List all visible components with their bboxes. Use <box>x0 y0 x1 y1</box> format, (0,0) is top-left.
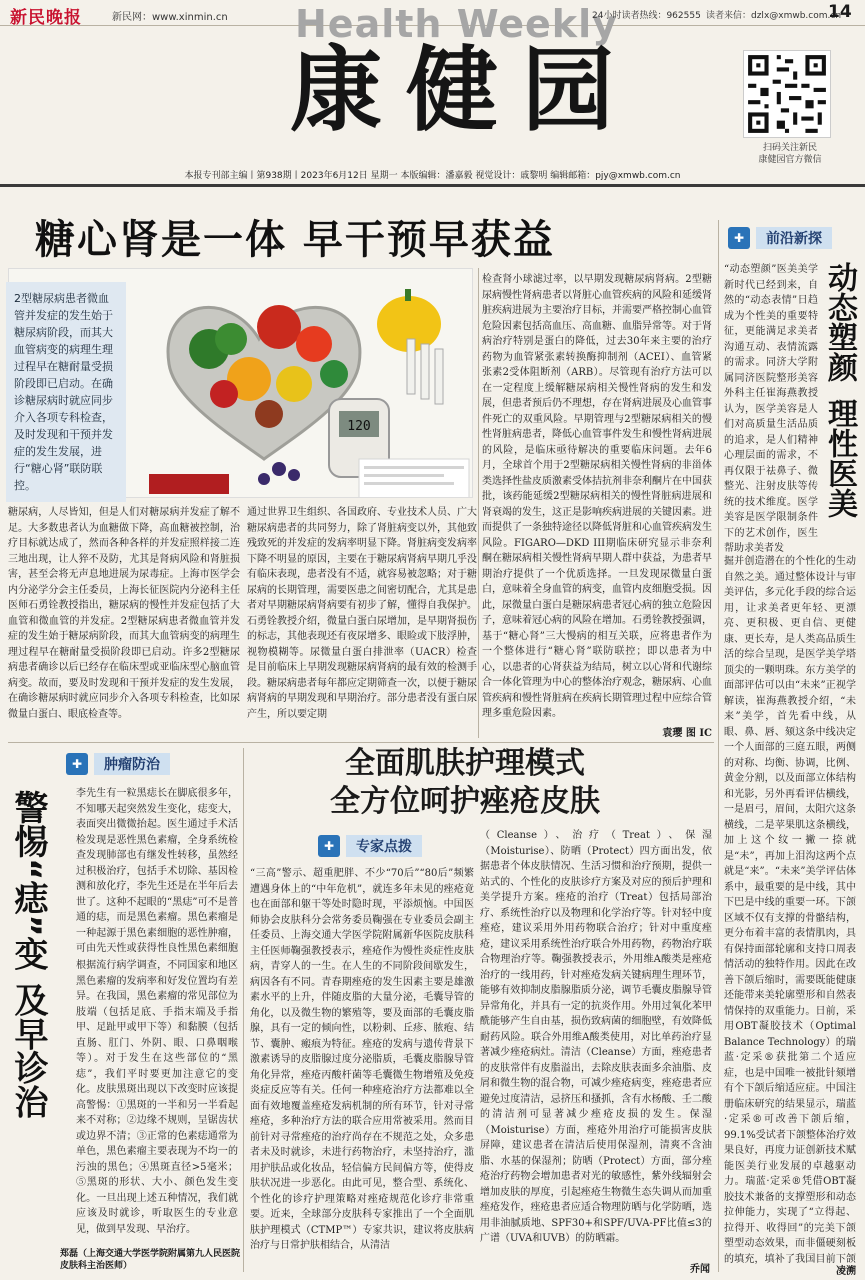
article1-column-2: 通过世界卫生组织、各国政府、专业技术人员、广大糖尿病患者的共同努力，除了肾脏病变以外，其他致残致死的并发症的发病率明显下降。肾脏病变发病率下降不明显的原因，主要在于糖尿病肾病早期几乎没有临床表现，患者没有不适，就容易被忽略；对于糖尿病的长期管理，需要医患之间密切配合，尤其是患者对早期糖尿病肾病要有初步了解，懂得自我保护。石勇铨教授介绍，微量白蛋白尿增加，是早期肾损伤的标志，其他表现还有夜尿增多、眼睑或下肢浮肿，视物模糊等。尿微量白蛋白排泄率（UACR）检查是目前临床上早期发现糖尿病肾病的最有效的检测手段。糖尿病患者每年都应定期筛查一次，以便于糖尿病肾病的早期发现和早期治疗。部分患者没有蛋白尿产生，所以要定期 <box>247 507 477 720</box>
article2-column-top: “动态塑颜”医美美学新时代已经到来，自然的“动态表情”日趋成为个性美的重要特征，更能满足求美者沟通互动、表情流露的需求。同济大学附属同济医院整形美容外科主任崔海燕教授认为，医学美容是人们对高质量生活品质的追求，是人们精神心理层面的需求，不再仅限于祛鼻子、微整光、注射皮肤等传统的技术维度。医学美容是医学限制条件下的艺术创作，医生帮助求美者发 <box>724 264 818 554</box>
article1-author: 袁璎 图 IC <box>662 728 712 739</box>
article1-column-3: 检查肾小球滤过率，以早期发现糖尿病肾病。2型糖尿病慢性肾病患者以肾脏心血管疾病的风险和延缓肾脏疾病进展为主要治疗目标，并需要严格控制心血管危险因素包括高血压、高血糖、血脂异常等。对于肾病治疗特别是蛋白的降低，过去30年来主要的治疗药物为血管紧张素转换酶抑制剂（ACEI）、血管紧张素2受体阻断剂（ARB）。尽管现有治疗方法可以在一定程度上缓解糖尿病相关慢性肾病的发生和发展，但患者预后仍不理想，存在肾病进展及心血管事件死亡的双重风险。早期管理与2型糖尿病相关的慢性肾脏病患者，降低心血管事件发生和慢性肾病进展的风险，是临床亟待解决的重要临床问题。去年6月，全球首个用于2型糖尿病相关慢性肾病的非甾体类选择性盐皮质激素受体拮抗剂非奈利酮片在中国获批，该药能延缓2型糖尿病相关的慢性肾脏病进展和肾衰竭的发生，这正是影响疾病进展的关键因素。进而提供了一条独特途径以降低肾脏和心血管疾病发生风险。FIGARO—DKD III期临床研究显示非奈利酮在糖尿病相关慢性肾病早期人群中获益，为患者早期治疗提供了一个优质选择。一旦发现尿微量白蛋白，意味着全身血管的病变，血管内皮细胞受损。因此，尿微量白蛋白是糖尿病患者冠心病的独立危险因子，意味着冠心病的风险在增加。石勇铨教授强调，基于“糖心肾”三大慢病的相互关联，应将患者作为一个整体进行“糖心肾”联防联控；即以患者为中心，以患者的心肾获益为结局，树立以心肾和代谢综合一体化管理为中心的整体治疗观念，糖尿病、心血管疾病和慢性肾脏病在疾病长期管理过程中应综合管理多重危险因素。 <box>482 274 712 719</box>
page-number: 14 <box>828 2 852 22</box>
article4-title <box>250 745 680 821</box>
article2-author: 凌溯 <box>836 1266 856 1277</box>
article4-section-badge <box>318 832 422 860</box>
article4-title-line2: 全方位呵护痤疮皮肤 <box>330 784 600 819</box>
article2-vtitle-part2: 理性医美 <box>822 398 857 518</box>
english-title: Health Weekly <box>295 2 618 46</box>
section-title: 康健园 <box>290 36 639 144</box>
medical-cross-icon: ✚ <box>728 227 750 249</box>
reader-email[interactable]: 读者来信：dzlx@xmwb.com.cn <box>706 11 842 21</box>
svg-text:120: 120 <box>347 419 371 434</box>
article4-author: 乔闻 <box>690 1264 710 1275</box>
article2-badge-label: 前沿新探 <box>756 227 832 249</box>
article3-column-b: 根据流行病学调查，不同国家和地区黑色素瘤的发病率和好发位置均有差异。在我国，黑色素瘤的常见部位为肢端（包括足底、手指末端及手指甲、足趾甲或甲下等）和黏膜（包括直肠、肛门、外阴、眼、口鼻咽喉等）。对于发生在这些部位的“黑痣”，我们平时要更加注意它的变化。皮肤黑斑出现以下改变时应该提高警惕：①黑斑的一半和另一半看起来不对称；②边缘不规则，呈锯齿状或边界不清；③正常的色素痣通常为单色，黑色素瘤主要表现为不均一的污浊的黑色；④黑斑直径>5毫米；⑤黑斑的形状、大小、颜色发生变化。一旦出现上述五种情况，我们就应该及时就诊，听取医生的专业意见，做到早发现、早治疗。 <box>76 960 238 1235</box>
newspaper-logo: 新民晚报 <box>10 8 82 28</box>
article3-vertical-title: 警惕“痣”变 及早诊治 <box>8 790 48 1119</box>
section-divider <box>8 742 714 743</box>
article2-vtitle-part1: 动态塑颜 <box>822 262 857 382</box>
medical-cross-icon: ✚ <box>318 835 340 857</box>
article2-column-main: 掘并创造潜在的个性化的生动自然之美。通过整体设计与审美评估，多元化手段的综合运用，让求美者更年轻、更漂亮、更积极、更自信、更健康、更长寿，是人类高品质生活的综合呈现，是医学美学塔顶尖的一颗明珠。东方美学的面部评估可以由“未来”正视学解读，崔海燕教授介绍，“未来”美学，首先看中线，从眼、鼻、唇、颏这条中线决定一个人面部的三庭五眼，两侧的对称、均衡、协调，比例、黄金分割，以及面部立体结构和光影，另外再看评估横线，一是眉弓，眉间，太阳穴这条横线，二是苹果肌这条横线，加上这个纹一撇一捺就是“未”，再加上泪沟这两个点就是“来”。“未来”美学评估体系中，最重要的是中线，其中下巴是中线的重要一环。下颌区域不仅有支撑的骨骼结构，更分布着丰富的表情肌肉，具有保持面部轮廓和支持口周表情活动的独特作用。因此在改善下颌后缩时，需要既能健康还能带来美轮廓塑形和自然表情保持的双重能力。日前，采用OBT凝胶技术（Optimal Balance Technology）的瑞蓝·定采®获批第二个适应症，也是中国唯一被批针颏增有个下颌后缩适应症。中国注册临床研究的结果显示，瑞蓝·定采®可改善下颌后缩，99.1%受试者下颌整体治疗效果良好，再度力证创新技术赋能医美行业发展的卓越驱动力。瑞蓝·定采®凭借OBT凝胶技术兼备的支撑塑形和动态拉伸能力，实现了“立得起、拉得开、收得回”的完美下颌塑型动态效果，而非僵硬刻板的填充，填补了我国目前下颌 <box>724 556 856 1264</box>
article4-column-b: （Cleanse）、治疗（Treat）、保湿（Moisturise）、防晒（Protect）四方面出发，依据患者个体皮肤情况、生活习惯和治疗预期，提供一站式的、个性化的皮肤诊疗方案及对应的预后护理和美学提升方案。痤疮的治疗（Treat）包括局部治疗、系统性治疗以及物理和化学治疗等。针对轻中度痤疮，建议采用外用药物联合治疗；针对中重度痤疮，建议采用系统性治疗联合外用药物，药物治疗联合物理治疗等。鞠强教授表示，外用维A酸类是痤疮治疗的一线用药，针对痤疮发病关键病理生理环节，能够有效抑制皮脂腺脂质分泌，调节毛囊皮脂腺导管异常角化，并具有一定的抗炎作用。外用过氧化苯甲酰能够产生自由基，损伤致病菌的细胞壁，有效降低耐药风险。联合外用维A酸类使用，对比单药治疗显著减少痤疮病灶。清洁（Cleanse）方面，痤疮患者的皮肤常伴有皮脂溢出，去除皮肤表面多余油脂、皮屑和微生物的混合物，可减少痤疮病变，痤疮患者应避免过度清洁，忌挤压和搔抓，含有水杨酸、壬二酸的清洁剂可显著减少痤疮皮损的发生。保湿（Moisturise）方面，痤疮外用治疗可能损害皮肤屏障，建议患者在清洁后使用保湿剂，清爽不含油脂、水基的保湿剂；防晒（Protect）方面，部分痤疮治疗药物会增加患者对光的敏感性，紫外线辐射会增加皮肤的厚度，引起痤疮生物微生态失调从而加重痤疮发作，痤疮患者应适合物理防晒与化学防晒，选用非油腻质地、SPF30+和SPF/UVA-PF比值≤3的广谱（UVA和UVB）的防晒霜。 <box>480 830 712 1244</box>
qr-caption <box>730 142 850 166</box>
header-rule <box>0 184 865 187</box>
hotline: 24小时读者热线：962555 <box>592 11 701 21</box>
qr-code-icon[interactable] <box>743 50 831 138</box>
article1-column-1: 糖尿病，人尽皆知，但是人们对糖尿病并发症了解不足。大多数患者认为血糖做下降，高血糖被控制，治疗目标就达成了，然而各种各样的并发症照样接二连三地出现，让人猝不及防，尤其是肾病风险和肾脏损害，甚至会将无声息地进展为尿毒症。上海市医学会内分泌学分会主任委员，上海长征医院内分泌科主任医师石勇铨教授指出，糖尿病的慢性并发症包括了大血管和微血管的并发症。2型糖尿病患者微血管并发症的发生始于糖尿病阶段，而其大血管病变的病理生理过程早在糖耐量受损阶段即已启动。许多2型糖尿病患者确诊以后已经存在临床型或亚临床型心脑血管病变。故而，要及时发现和干预并发症的发生发展，在确诊糖尿病时就应同步介入各项专科检查，比如尿微量白蛋白、眼底检查等。 <box>8 507 240 720</box>
article3-section-badge <box>66 750 170 778</box>
article4-column-a: “三高”警示、超重肥胖、不少“70后”“80后”频繁遭遇身体上的“中年危机”，就连多年未见的痤疮竟也在面部和躯干等处时隐时现，平添烦恼。中国医师协会皮肤科分会常务委员鞠强在专业委员会副主任委员、上海交通大学医学院附属新华医院皮肤科主任医师鞠强教授表示，痤疮作为慢性炎症性皮肤病，青穿人的一生。在人生的不同阶段间歇发生，病因各有不同。青春期痤疮的发生因素主要是雄激素水平的上升，伴随皮脂的大量分泌，毛囊导管的角化，以及微生物的繁殖等，要及面部的毛囊皮脂腺，具有一定的倾向性，以粉刺、丘疹、脓疱、结节、囊肿、瘢痕为特征。痤疮的发病与遗传背景下激素诱导的皮脂腺过度分泌脂质，毛囊皮脂腺导管角化异常，痤疮丙酸杆菌等毛囊微生物增殖及免疫炎症反应等有关。任何一种痤疮治疗方法都难以全面有效地覆盖痤疮发病机制的所有环节，针对寻常痤疮，多种治疗方法的联合应用常被采用。然而目前针对寻常痤疮的治疗尚存在不规范之处，众多患者未及时就诊，未进行药物治疗，未坚持治疗，滥用护肤品或化妆品，轻信偏方民间偏方等，使得皮肤状况进一步恶化。由此可见，整合型、系统化、个性化的诊疗护理策略对痤疮规范化诊疗非常重要。近来，全球部分皮肤科专家推出了一个全面肌肤护理模式（CTMP™）专家共识，建议将皮肤病治疗与日常护肤相结合，从清洁 <box>250 868 474 1251</box>
article1-title: 糖心肾是一体 早干预早获益 <box>35 217 555 263</box>
article2-vertical-title <box>822 262 856 562</box>
site-url[interactable]: 新民网：www.xinmin.cn <box>112 12 228 23</box>
article3-author: 郑磊（上海交通大学医学院附属第九人民医院皮肤科主治医师） <box>60 1249 241 1271</box>
qr-caption-line2: 康健园官方微信 <box>758 155 822 165</box>
article3-badge-label: 肿瘤防治 <box>94 753 170 775</box>
article4-title-line1: 全面肌肤护理模式 <box>345 746 585 781</box>
column-divider <box>718 220 719 1272</box>
masthead-info: 本报专刊部主编丨第938期丨2023年6月12日 星期一 本版编辑：潘嘉毅 视觉设计：戚黎明 编辑邮箱：pjy@xmwb.com.cn <box>184 171 681 181</box>
medical-cross-icon: ✚ <box>66 753 88 775</box>
article3-column-a: 李先生有一粒黑痣长在脚底很多年，不知哪天起突然发生变化，痣变大，表面突出微微抬起。医生通过手术活检发现是恶性黑色素瘤，全身系统检查发现肺部也有继发性转移，虽然经过积极治疗，包括手术切除、基因检测和放化疗，李先生还是在半年后去世了。这种不起眼的“黑痣”可不是普通的痣，而是黑色素瘤。黑色素瘤是一种起源于黑色素细胞的恶性肿瘤，可由先天性或获得性良性黑色素细胞 <box>76 788 238 954</box>
article4-badge-label: 专家点拨 <box>346 835 422 857</box>
qr-caption-line1: 扫码关注新民 <box>762 143 817 153</box>
article1-lead: 2型糖尿病患者微血管并发症的发生始于糖尿病阶段，而其大血管病变的病理生理过程早在糖耐量受损阶段即已启动。在确诊糖尿病时就应同步介入各项专科检查，及时发现和干预并发症的发生发展，进行“糖心肾”联防联控。 <box>6 282 126 502</box>
column-divider <box>243 748 244 1272</box>
column-divider <box>478 268 479 738</box>
article2-section-badge <box>728 224 832 252</box>
